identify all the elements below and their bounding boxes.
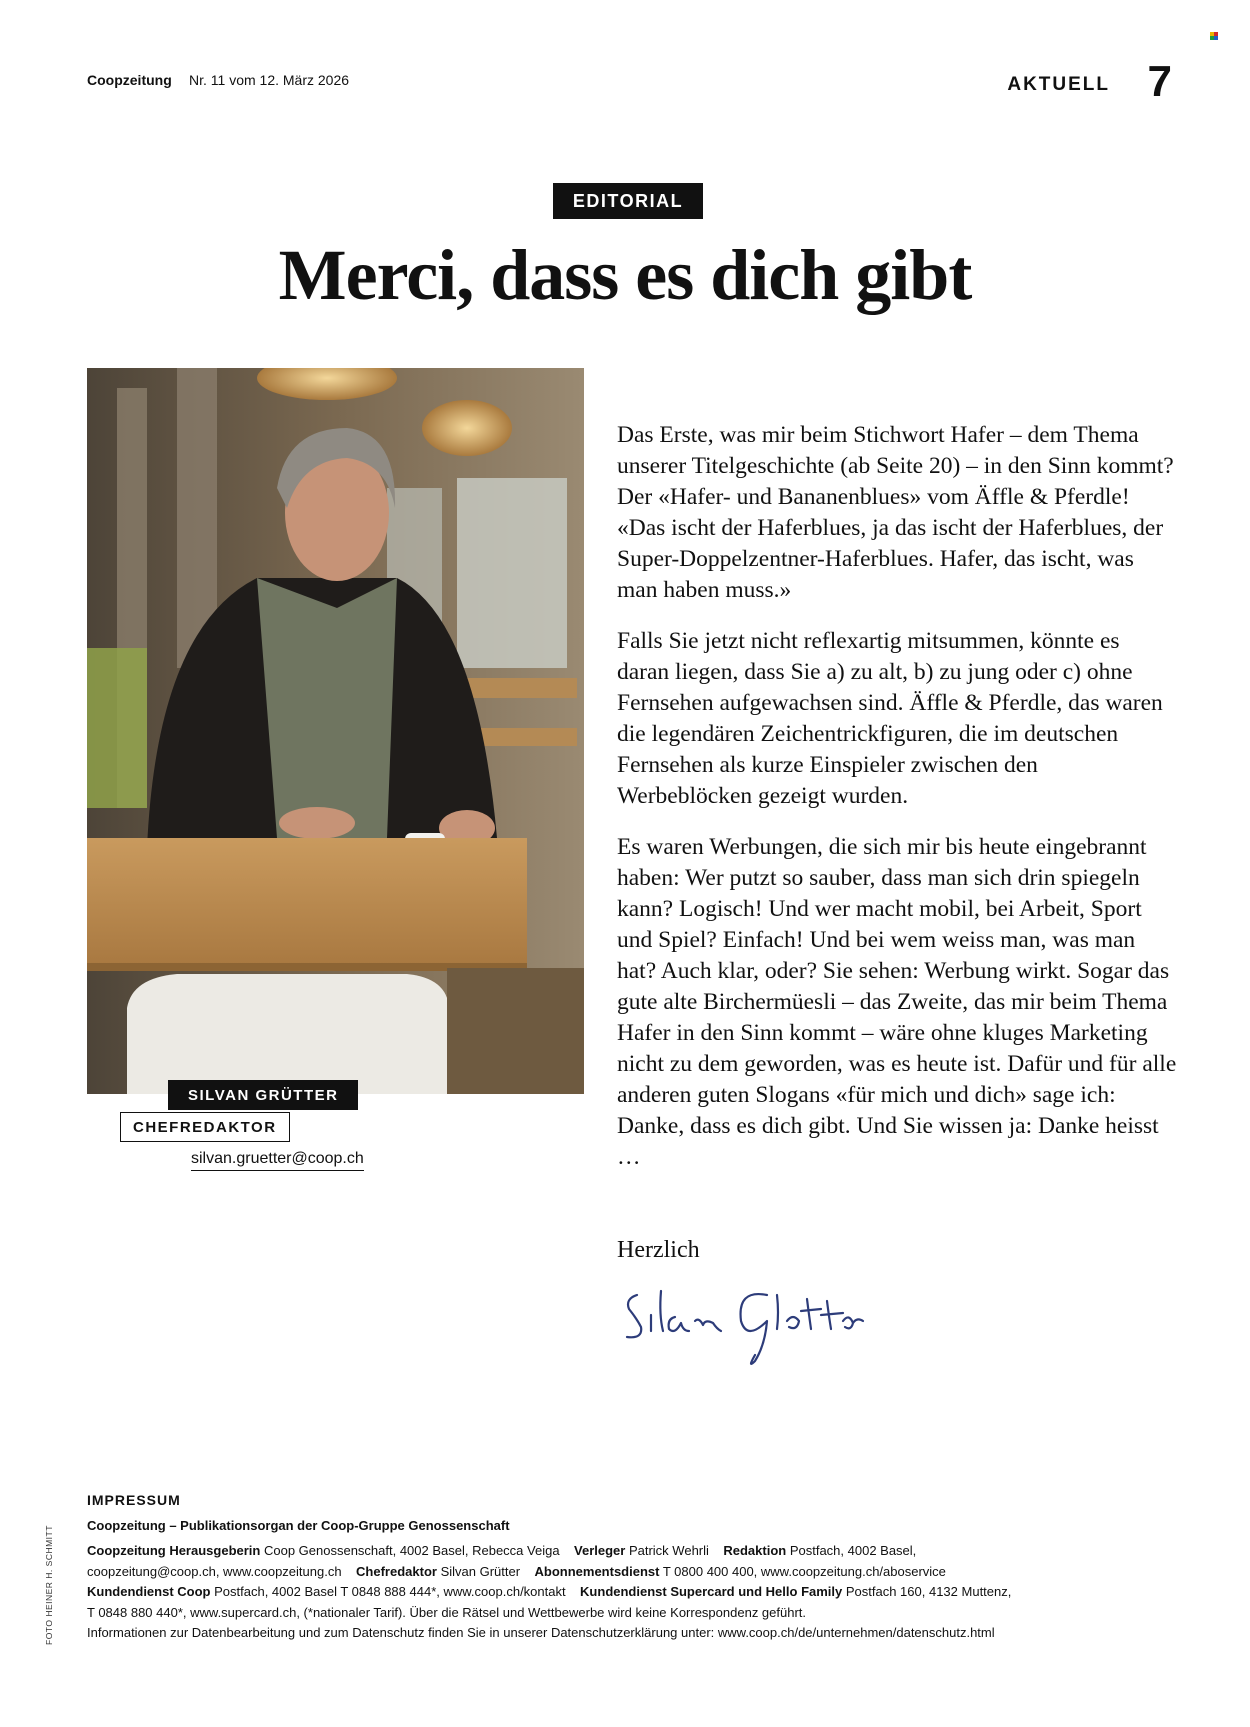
impressum-text: Postfach, 4002 Basel T 0848 888 444*, www.coop.ch/kontakt [210,1584,566,1599]
impressum-text: Postfach, 4002 Basel, [786,1543,917,1558]
impressum-line: Informationen zur Datenbearbeitung und zum Datenschutz finden Sie in unserer Datenschutzerklärung unter: www.coop.ch/de/unternehmen/datenschutz.html [87,1625,995,1640]
impressum-body [87,1541,1127,1644]
editorial-badge: EDITORIAL [553,183,703,219]
publication-name: Coopzeitung [87,72,172,88]
impressum-line [87,1562,1127,1583]
author-email-link[interactable]: silvan.gruetter@coop.ch [191,1150,364,1171]
impressum-label: Chefredaktor [356,1563,437,1579]
issue-date: Nr. 11 vom 12. März 2026 [189,72,350,88]
impressum-text: Coop Genossenschaft, 4002 Basel, Rebecca Veiga [260,1543,560,1558]
photo-credit: FOTO HEINER H. SCHMITT [44,1525,54,1645]
print-color-mark [1210,32,1218,40]
article-body [617,420,1177,1193]
author-role-tag: CHEFREDAKTOR [120,1112,290,1142]
impressum-label: Verleger [574,1543,626,1558]
impressum-text: Patrick Wehrli [625,1543,709,1558]
impressum-line: T 0848 880 440*, www.supercard.ch, (*nationaler Tarif). Über die Rätsel und Wettbewerbe wird keine Korrespondenz geführt. [87,1604,807,1620]
article-paragraph: Das Erste, was mir beim Stichwort Hafer – dem Thema unserer Titelgeschichte (ab Seite 20) – in den Sinn kommt? Der «Hafer- und Bananenblues» vom Äffle & Pferdle! «Das ischt der Haferblues, ja das ischt der Haferblues, der Super-Doppelzentner-Haferblues. Hafer, das ischt, was man haben muss.» [617,422,1174,603]
headline: Merci, dass es dich gibt [278,235,972,315]
impressum-label: Kundendienst Supercard und Hello Family [580,1584,843,1599]
section-label: AKTUELL [1007,74,1110,95]
impressum-line [87,1541,1127,1562]
impressum-text: coopzeitung@coop.ch, www.coopzeitung.ch [87,1563,342,1579]
article-paragraph: Falls Sie jetzt nicht reflexartig mitsummen, könnte es daran liegen, dass Sie a) zu alt, b) zu jung oder c) ohne Fernsehen aufgewachsen sind. Äffle & Pferdle, das waren die legendären Zeichentrickfiguren, die im deutschen Fernsehen als kurze Einspieler zwischen den Werbeblöcken gezeigt wurden. [617,628,1163,809]
impressum-subtitle: Coopzeitung – Publikationsorgan der Coop-Gruppe Genossenschaft [87,1518,510,1533]
impressum-label: Kundendienst Coop [87,1584,211,1599]
author-name-tag: SILVAN GRÜTTER [168,1080,358,1110]
impressum-title: IMPRESSUM [87,1492,181,1508]
impressum-text: Postfach 160, 4132 Muttenz, [842,1584,1012,1599]
closing-greeting: Herzlich [617,1237,700,1263]
handwritten-signature [617,1265,867,1370]
impressum-label: Abonnementsdienst [534,1563,660,1579]
impressum-text: T 0800 400 400, www.coopzeitung.ch/aboservice [659,1563,946,1579]
impressum-text: Silvan Grütter [436,1563,521,1579]
impressum-label: Redaktion [723,1543,787,1558]
impressum-line [87,1582,1127,1603]
impressum-label: Coopzeitung Herausgeberin [87,1543,261,1558]
page-number: 7 [1147,57,1172,106]
author-photo [87,368,584,1094]
article-paragraph: Es waren Werbungen, die sich mir bis heute eingebrannt haben: Wer putzt so sauber, dass man sich drin spiegeln kann? Logisch! Und wer macht mobil, bei Arbeit, Sport und Spiel? Einfach! Und bei wem weiss man, was man hat? Auch klar, oder? Sie sehen: Werbung wirkt. Sogar das gute alte Birchermüesli – das Zweite, das mir beim Thema Hafer in den Sinn kommt – wäre ohne kluges Marketing nicht zu dem geworden, was es heute ist. Dafür und für alle anderen guten Slogans «für mich und dich» sage ich: Danke, dass es dich gibt. Und Sie wissen ja: Danke heisst … [617,834,1177,1170]
